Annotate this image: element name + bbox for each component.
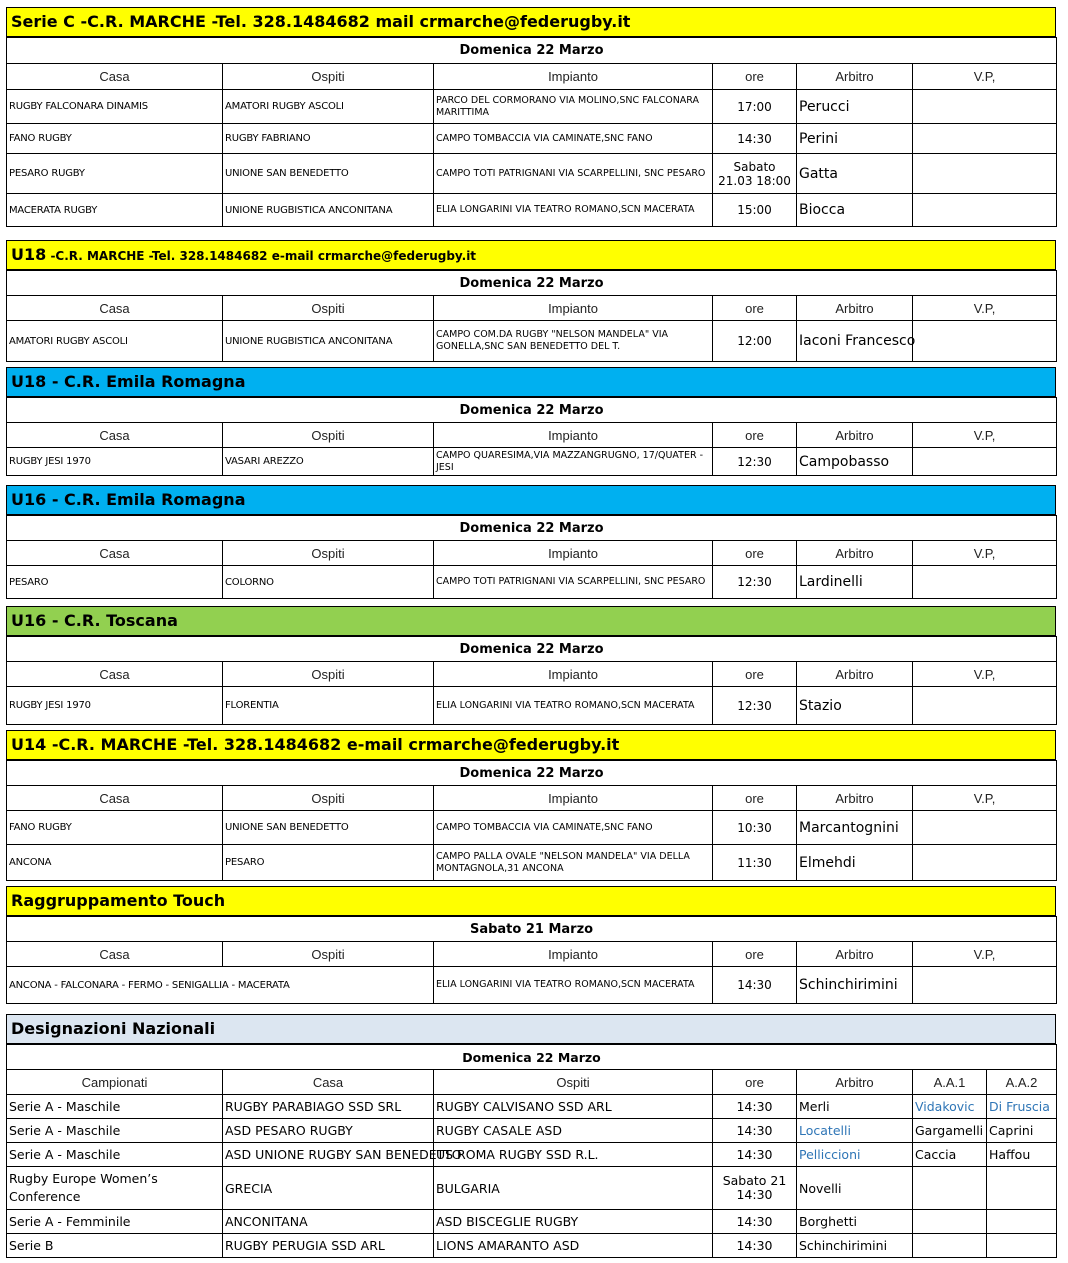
cell-ore: 14:30 [713, 1119, 797, 1143]
date-label: Sabato 21 Marzo [7, 917, 1057, 942]
cell-casa: FANO RUGBY [7, 811, 223, 845]
table-row [7, 845, 1057, 881]
cell-ospiti: AMATORI RUGBY ASCOLI [223, 90, 434, 124]
section-title: Designazioni Nazionali [6, 1014, 1056, 1044]
cell-impianto: CAMPO PALLA OVALE "NELSON MANDELA" VIA DELLA MONTAGNOLA,31 ANCONA [434, 845, 713, 881]
cell-ore: 17:00 [713, 90, 797, 124]
cell-impianto: CAMPO TOTI PATRIGNANI VIA SCARPELLINI, SNC PESARO [434, 566, 713, 599]
cell-casa: RUGBY FALCONARA DINAMIS [7, 90, 223, 124]
col-impianto: Impianto [434, 541, 713, 566]
col-ospiti: Ospiti [223, 296, 434, 321]
col-casa: Casa [7, 942, 223, 967]
section-title: U16 - C.R. Emila Romagna [6, 485, 1056, 515]
cell-arbitro: Perini [797, 124, 913, 154]
col-vp: V.P, [913, 541, 1057, 566]
cell-arbitro: Campobasso [797, 448, 913, 476]
col-arbitro: Arbitro [797, 64, 913, 90]
col-arbitro: Arbitro [797, 423, 913, 448]
cell-aa2 [987, 1167, 1057, 1210]
col-arbitro: Arbitro [797, 662, 913, 687]
date-label: Domenica 22 Marzo [7, 637, 1057, 662]
col-vp: V.P, [913, 942, 1057, 967]
fixtures-table [6, 37, 1057, 227]
cell-arbitro: Locatelli [797, 1119, 913, 1143]
cell-ore: 14:30 [713, 1095, 797, 1119]
cell-casa: AMATORI RUGBY ASCOLI [7, 321, 223, 362]
cell-ore: Sabato 21.03 18:00 [713, 154, 797, 194]
fixtures-table [6, 270, 1057, 362]
fixtures-table [6, 397, 1057, 476]
cell-ore: 15:00 [713, 194, 797, 227]
col-ospiti: Ospiti [223, 541, 434, 566]
cell-ore: Sabato 21 14:30 [713, 1167, 797, 1210]
section-title-sub: -C.R. MARCHE -Tel. 328.1484682 e-mail crmarche@federugby.it [46, 249, 477, 263]
cell-campionato: Serie A - Maschile [7, 1095, 223, 1119]
col-impianto: Impianto [434, 423, 713, 448]
cell-ore: 14:30 [713, 124, 797, 154]
cell-ospiti: COLORNO [223, 566, 434, 599]
cell-ore: 14:30 [713, 1143, 797, 1167]
cell-ospiti: UNIONE SAN BENEDETTO [223, 154, 434, 194]
cell-vp [913, 90, 1057, 124]
table-row [7, 811, 1057, 845]
cell-campionato: Serie A - Maschile [7, 1143, 223, 1167]
cell-ospiti: RUGBY FABRIANO [223, 124, 434, 154]
col-ospiti: Ospiti [223, 786, 434, 811]
cell-vp [913, 811, 1057, 845]
col-ospiti: Ospiti [223, 64, 434, 90]
cell-aa1: Vidakovic [913, 1095, 987, 1119]
cell-vp [913, 154, 1057, 194]
cell-aa1: Caccia [913, 1143, 987, 1167]
cell-vp [913, 687, 1057, 725]
cell-arbitro: Iaconi Francesco [797, 321, 913, 362]
cell-vp [913, 321, 1057, 362]
col-vp: V.P, [913, 662, 1057, 687]
cell-aa2 [987, 1210, 1057, 1234]
cell-arbitro: Marcantognini [797, 811, 913, 845]
date-label: Domenica 22 Marzo [7, 1045, 1057, 1070]
col-arbitro: Arbitro [797, 942, 913, 967]
col-impianto: Impianto [434, 64, 713, 90]
col-impianto: Impianto [434, 662, 713, 687]
cell-ospiti: US ROMA RUGBY SSD R.L. [434, 1143, 713, 1167]
cell-ore: 12:30 [713, 448, 797, 476]
fixtures-table [6, 515, 1057, 599]
cell-ospiti: RUGBY CASALE ASD [434, 1119, 713, 1143]
col-ospiti: Ospiti [223, 423, 434, 448]
cell-casa: PESARO [7, 566, 223, 599]
col-ore: ore [713, 1070, 797, 1095]
table-row [7, 1210, 1057, 1234]
cell-casa: MACERATA RUGBY [7, 194, 223, 227]
col-aa1: A.A.1 [913, 1070, 987, 1095]
cell-arbitro: Elmehdi [797, 845, 913, 881]
cell-ore: 11:30 [713, 845, 797, 881]
col-ospiti: Ospiti [434, 1070, 713, 1095]
cell-ospiti: RUGBY CALVISANO SSD ARL [434, 1095, 713, 1119]
cell-ore: 12:30 [713, 687, 797, 725]
table-row [7, 448, 1057, 476]
date-label: Domenica 22 Marzo [7, 516, 1057, 541]
cell-campionato: Rugby Europe Women’s Conference [7, 1167, 223, 1210]
date-label: Domenica 22 Marzo [7, 761, 1057, 786]
cell-vp [913, 448, 1057, 476]
section-title: Raggruppamento Touch [6, 886, 1056, 916]
cell-arbitro: Merli [797, 1095, 913, 1119]
cell-casa: GRECIA [223, 1167, 434, 1210]
col-ore: ore [713, 541, 797, 566]
cell-impianto: CAMPO TOMBACCIA VIA CAMINATE,SNC FANO [434, 124, 713, 154]
col-casa: Casa [7, 541, 223, 566]
fixtures-table [6, 636, 1057, 725]
cell-ospiti: FLORENTIA [223, 687, 434, 725]
cell-aa2: Di Fruscia [987, 1095, 1057, 1119]
col-impianto: Impianto [434, 296, 713, 321]
col-ore: ore [713, 662, 797, 687]
col-ore: ore [713, 296, 797, 321]
section-u18-marche [6, 240, 1056, 362]
table-row [7, 1119, 1057, 1143]
cell-casa: ASD UNIONE RUGBY SAN BENEDETTO [223, 1143, 434, 1167]
cell-vp [913, 124, 1057, 154]
cell-aa2 [987, 1234, 1057, 1258]
cell-vp [913, 194, 1057, 227]
cell-impianto: ELIA LONGARINI VIA TEATRO ROMANO,SCN MACERATA [434, 967, 713, 1004]
fixtures-table [6, 916, 1057, 1004]
cell-casa: RUGBY PERUGIA SSD ARL [223, 1234, 434, 1258]
col-ospiti: Ospiti [223, 942, 434, 967]
cell-arbitro: Pelliccioni [797, 1143, 913, 1167]
section-u16-toscana [6, 606, 1056, 725]
cell-ore: 10:30 [713, 811, 797, 845]
table-row [7, 566, 1057, 599]
section-u16-emilia-romagna [6, 485, 1056, 599]
cell-casa: RUGBY JESI 1970 [7, 687, 223, 725]
cell-casa: ANCONA - FALCONARA - FERMO - SENIGALLIA - MACERATA [7, 967, 434, 1004]
cell-ospiti: UNIONE RUGBISTICA ANCONITANA [223, 321, 434, 362]
cell-ore: 12:00 [713, 321, 797, 362]
col-aa2: A.A.2 [987, 1070, 1057, 1095]
section-title: U16 - C.R. Toscana [6, 606, 1056, 636]
cell-ore: 14:30 [713, 967, 797, 1004]
cell-aa1 [913, 1167, 987, 1210]
col-vp: V.P, [913, 423, 1057, 448]
cell-aa2: Haffou [987, 1143, 1057, 1167]
designations-table [6, 1044, 1057, 1258]
cell-casa: RUGBY JESI 1970 [7, 448, 223, 476]
cell-ospiti: PESARO [223, 845, 434, 881]
cell-campionato: Serie B [7, 1234, 223, 1258]
col-impianto: Impianto [434, 942, 713, 967]
section-touch [6, 886, 1056, 1004]
cell-ospiti: VASARI AREZZO [223, 448, 434, 476]
table-row [7, 90, 1057, 124]
col-arbitro: Arbitro [797, 296, 913, 321]
col-impianto: Impianto [434, 786, 713, 811]
col-casa: Casa [7, 64, 223, 90]
date-label: Domenica 22 Marzo [7, 271, 1057, 296]
col-ore: ore [713, 786, 797, 811]
cell-casa: ANCONITANA [223, 1210, 434, 1234]
cell-aa2: Caprini [987, 1119, 1057, 1143]
cell-ospiti: UNIONE RUGBISTICA ANCONITANA [223, 194, 434, 227]
cell-ore: 14:30 [713, 1210, 797, 1234]
cell-casa: RUGBY PARABIAGO SSD SRL [223, 1095, 434, 1119]
cell-aa1 [913, 1234, 987, 1258]
cell-impianto: ELIA LONGARINI VIA TEATRO ROMANO,SCN MACERATA [434, 194, 713, 227]
cell-casa: FANO RUGBY [7, 124, 223, 154]
section-u18-emilia-romagna [6, 367, 1056, 476]
col-casa: Casa [7, 662, 223, 687]
cell-arbitro: Gatta [797, 154, 913, 194]
col-casa: Casa [7, 423, 223, 448]
col-casa: Casa [7, 296, 223, 321]
col-ore: ore [713, 942, 797, 967]
date-label: Domenica 22 Marzo [7, 38, 1057, 64]
cell-vp [913, 566, 1057, 599]
cell-aa1 [913, 1210, 987, 1234]
cell-casa: PESARO RUGBY [7, 154, 223, 194]
cell-casa: ANCONA [7, 845, 223, 881]
cell-campionato: Serie A - Maschile [7, 1119, 223, 1143]
section-u14 [6, 730, 1056, 881]
cell-impianto: CAMPO TOMBACCIA VIA CAMINATE,SNC FANO [434, 811, 713, 845]
fixtures-table [6, 760, 1057, 881]
cell-vp [913, 967, 1057, 1004]
cell-ore: 14:30 [713, 1234, 797, 1258]
cell-casa: ASD PESARO RUGBY [223, 1119, 434, 1143]
table-row [7, 1143, 1057, 1167]
cell-ospiti: LIONS AMARANTO ASD [434, 1234, 713, 1258]
cell-arbitro: Biocca [797, 194, 913, 227]
cell-impianto: CAMPO QUARESIMA,VIA MAZZANGRUGNO, 17/QUATER - JESI [434, 448, 713, 476]
cell-ospiti: BULGARIA [434, 1167, 713, 1210]
cell-impianto: PARCO DEL CORMORANO VIA MOLINO,SNC FALCONARA MARITTIMA [434, 90, 713, 124]
table-row [7, 194, 1057, 227]
table-row [7, 321, 1057, 362]
cell-impianto: ELIA LONGARINI VIA TEATRO ROMANO,SCN MACERATA [434, 687, 713, 725]
section-designazioni-nazionali [6, 1014, 1056, 1258]
col-ospiti: Ospiti [223, 662, 434, 687]
date-label: Domenica 22 Marzo [7, 398, 1057, 423]
cell-ospiti: ASD BISCEGLIE RUGBY [434, 1210, 713, 1234]
col-arbitro: Arbitro [797, 1070, 913, 1095]
cell-arbitro: Borghetti [797, 1210, 913, 1234]
cell-arbitro: Schinchirimini [797, 967, 913, 1004]
section-title: U14 -C.R. MARCHE -Tel. 328.1484682 e-mail crmarche@federugby.it [6, 730, 1056, 760]
cell-ospiti: UNIONE SAN BENEDETTO [223, 811, 434, 845]
cell-arbitro: Stazio [797, 687, 913, 725]
col-ore: ore [713, 423, 797, 448]
cell-impianto: CAMPO TOTI PATRIGNANI VIA SCARPELLINI, SNC PESARO [434, 154, 713, 194]
cell-vp [913, 845, 1057, 881]
table-row [7, 1234, 1057, 1258]
cell-campionato: Serie A - Femminile [7, 1210, 223, 1234]
section-serie-c [6, 7, 1056, 227]
cell-impianto: CAMPO COM.DA RUGBY "NELSON MANDELA" VIA GONELLA,SNC SAN BENEDETTO DEL T. [434, 321, 713, 362]
section-title-main: U18 [11, 245, 47, 264]
cell-arbitro: Novelli [797, 1167, 913, 1210]
table-row [7, 124, 1057, 154]
cell-arbitro: Perucci [797, 90, 913, 124]
col-campionati: Campionati [7, 1070, 223, 1095]
section-title: Serie C -C.R. MARCHE -Tel. 328.1484682 mail crmarche@federugby.it [6, 7, 1056, 37]
cell-arbitro: Schinchirimini [797, 1234, 913, 1258]
col-arbitro: Arbitro [797, 786, 913, 811]
col-ore: ore [713, 64, 797, 90]
table-row [7, 687, 1057, 725]
col-vp: V.P, [913, 64, 1057, 90]
cell-arbitro: Lardinelli [797, 566, 913, 599]
table-row [7, 967, 1057, 1004]
col-vp: V.P, [913, 296, 1057, 321]
col-casa: Casa [7, 786, 223, 811]
cell-aa1: Gargamelli [913, 1119, 987, 1143]
section-title: U18 - C.R. Emila Romagna [6, 367, 1056, 397]
col-arbitro: Arbitro [797, 541, 913, 566]
section-title [6, 240, 1056, 270]
table-row [7, 1167, 1057, 1210]
col-vp: V.P, [913, 786, 1057, 811]
table-row [7, 1095, 1057, 1119]
col-casa: Casa [223, 1070, 434, 1095]
cell-ore: 12:30 [713, 566, 797, 599]
table-row [7, 154, 1057, 194]
